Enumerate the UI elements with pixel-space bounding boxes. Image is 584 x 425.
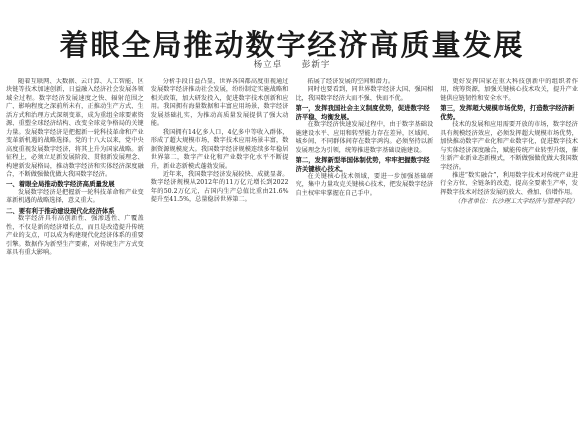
author-name: 杨立卓 — [253, 60, 283, 70]
body-paragraph: 在关键核心技术领域，要进一步加强基础研究，集中力量攻克关键核心技术，把发展数字经济自主权牢牢掌握在自己手中。 — [295, 172, 434, 197]
article-body — [6, 78, 578, 420]
body-paragraph: 技术的发展和应用需要开放的市场，数字经济具有规模经济效应，必须发挥超大规模市场优势，加快推动数字产业化和产业数字化，促进数字技术与实体经济深度融合，赋能传统产业转型升级，催生新产业新业态新模式，不断做强做优做大我国数字经济。 — [440, 121, 578, 171]
body-paragraph: 在数字经济快速发展过程中，由于数字基础设施建设水平、应用和转型能力存在差异，区域间、城乡间、不同群体间存在数字鸿沟。必须坚持以新发展理念为引领，统筹推进数字基础设施建设。 — [295, 121, 434, 154]
body-paragraph: 我国拥有14亿多人口，4亿多中等收入群体，形成了超大规模市场，数字技术应用场景丰富，数据资源规模庞大。我国数字经济规模连续多年稳居世界第二，数字产业化和产业数字化水平不断提升，新业态新模式蓬勃发展。 — [150, 128, 289, 170]
text-column — [296, 78, 434, 420]
body-paragraph: 分析手段日益凸显，世界各国都高度重视通过发展数字经济推动社会发展，纷纷制定实施战略和相关政策，加大研发投入，促进数字技术创新和应用。我国拥有海量数据和丰富应用场景，数字经济发展基础扎实，为推动高质量发展提供了强大动能。 — [150, 78, 289, 128]
text-column — [440, 78, 578, 420]
body-paragraph: 拓展了经济发展的空间和潜力。 — [307, 78, 395, 85]
body-paragraph: 近年来，我国数字经济发展较快、成就显著。数字经济规模从2012年的11万亿元增长到2022年的50.2万亿元，占国内生产总值比重由21.6%提升至41.5%，总量稳居世界第二。 — [150, 170, 289, 204]
section-heading: 第三，发挥超大规模市场优势，打造数字经济新优势。 — [440, 104, 575, 121]
body-paragraph: 同时也要看到，同世界数字经济大国、强国相比，我国数字经济大而不强、快而不优。 — [295, 86, 434, 102]
author-affiliation: （作者单位：长沙理工大学经济与管理学院） — [454, 198, 578, 206]
text-column — [151, 78, 289, 420]
body-paragraph: 随着互联网、大数据、云计算、人工智能、区块链等技术加速创新，日益融入经济社会发展各领域全过程。数字经济发展速度之快、辐射范围之广、影响程度之深前所未有，正推动生产方式、生活方式和治理方式深刻变革，成为重组全球要素资源、重塑全球经济结构、改变全球竞争格局的关键力量。发展数字经济是把握新一轮科技革命和产业变革新机遇的战略选择。党的十八大以来，党中央高度重视发展数字经济，将其上升为国家战略。新征程上，必须立足新发展阶段、贯彻新发展理念、构建新发展格局，推动数字经济和实体经济深度融合，不断做强做优做大我国数字经济。 — [6, 78, 144, 178]
body-paragraph: 推进“数实融合”，利用数字技术对传统产业进行全方位、全链条的改造，提高全要素生产率，发挥数字技术对经济发展的放大、叠加、倍增作用。 — [440, 171, 578, 196]
section-heading: 第二，发挥新型举国体制优势，牢牢把握数字经济关键核心技术。 — [295, 156, 430, 173]
article-headline: 着眼全局推动数字经济高质量发展 — [59, 28, 525, 63]
section-heading: 二、要有利于推动建设现代化经济体系 — [6, 206, 115, 215]
body-paragraph: 数字经济具有高创新性、强渗透性、广覆盖性，不仅是新的经济增长点，而且是改造提升传统产业的支点，可以成为构建现代化经济体系的重要引擎。数据作为新型生产要素，对传统生产方式变革具有重大影响。 — [6, 215, 144, 257]
body-paragraph: 更好发挥国家在重大科技创新中的组织者作用，统筹资源，加强关键核心技术攻关，提升产业链供应链韧性和安全水平。 — [440, 78, 578, 102]
author-name: 彭新宇 — [301, 60, 331, 70]
text-column — [6, 78, 144, 420]
section-heading: 第一，发挥我国社会主义制度优势，促进数字经济平稳、均衡发展。 — [295, 104, 430, 121]
section-heading: 一、着眼全局推动数字经济高质量发展 — [6, 180, 115, 189]
article-byline — [0, 58, 584, 70]
body-paragraph: 发展数字经济是把握新一轮科技革命和产业变革新机遇的战略选择，意义重大。 — [6, 188, 144, 205]
